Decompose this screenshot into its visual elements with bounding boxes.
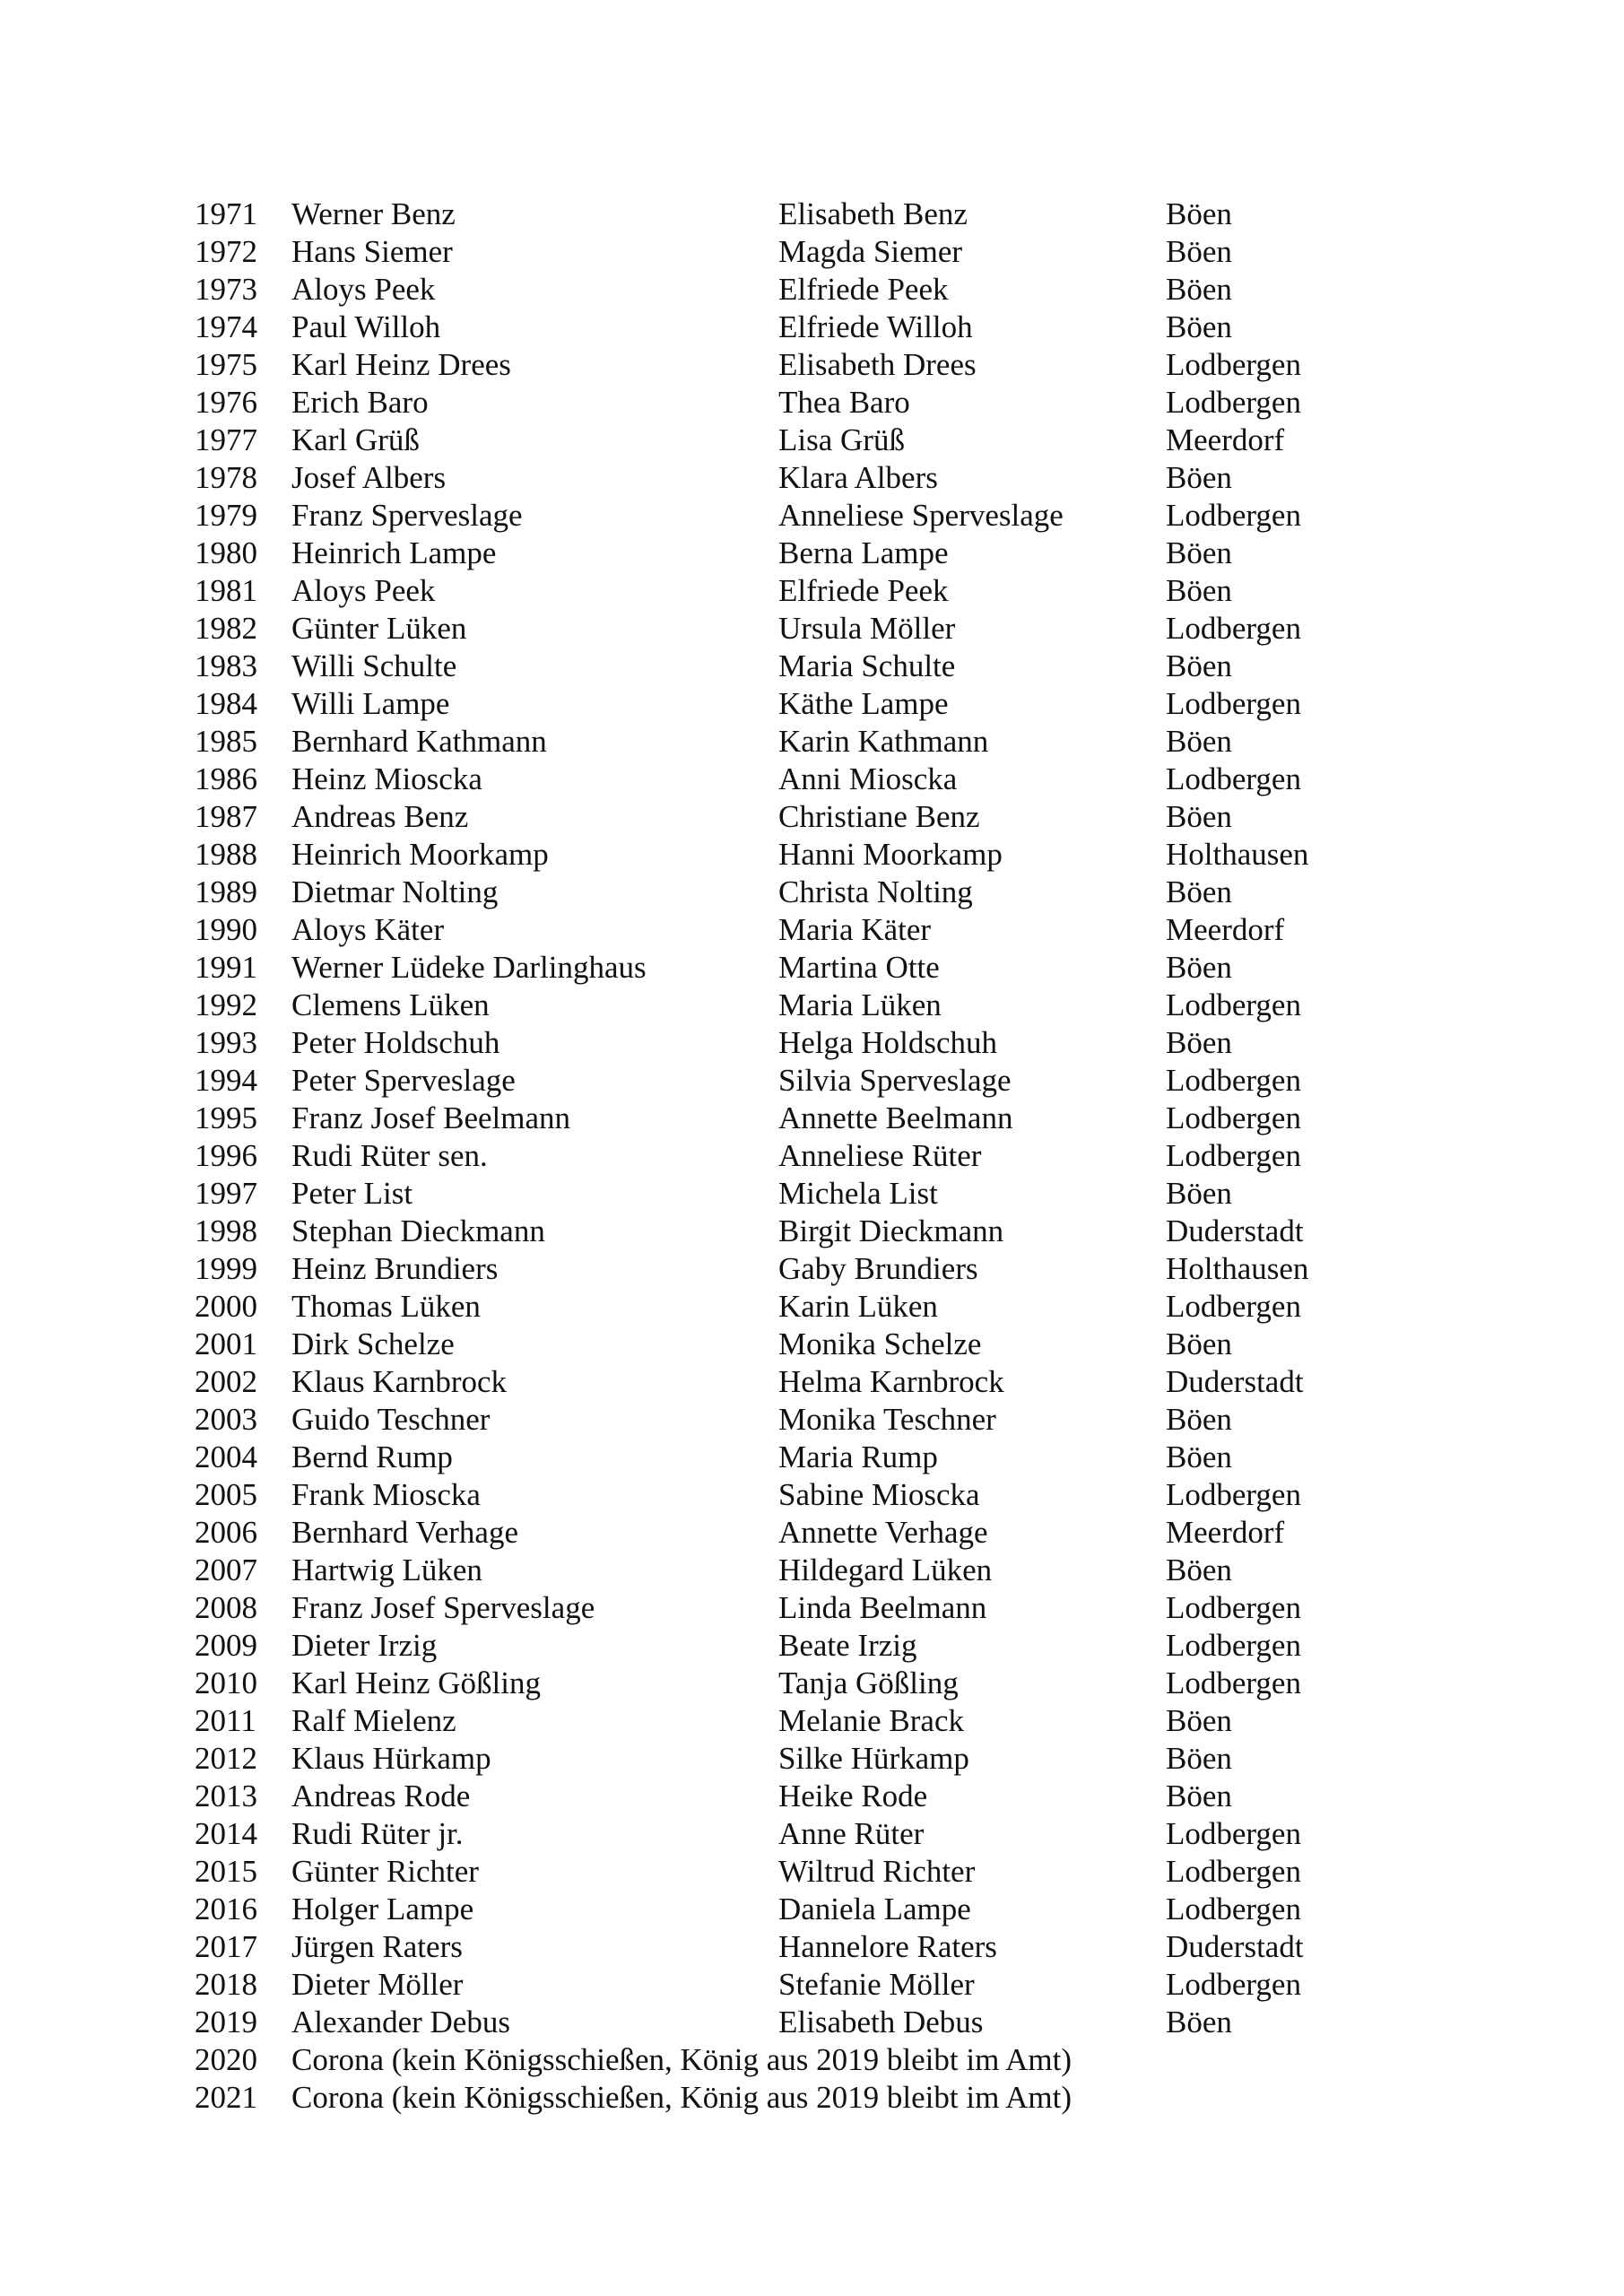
year: 1971: [195, 196, 257, 231]
king-name: Willi Lampe: [291, 686, 450, 721]
king-name: Willi Schulte: [291, 648, 457, 683]
list-row: [0, 1439, 1624, 1476]
year: 2020: [195, 2042, 257, 2077]
king-name: Bernd Rump: [291, 1439, 453, 1474]
list-row: [0, 1928, 1624, 1966]
year: 1984: [195, 686, 257, 721]
year: 2003: [195, 1402, 257, 1437]
king-name: Clemens Lüken: [291, 987, 490, 1022]
year: 2015: [195, 1854, 257, 1889]
year: 1983: [195, 648, 257, 683]
note-text: Corona (kein Königsschießen, König aus 2019 bleibt im Amt): [291, 2080, 1073, 2115]
note-row: [0, 2079, 1624, 2117]
list-row: [0, 1213, 1624, 1250]
list-row: [0, 1740, 1624, 1778]
king-name: Klaus Karnbrock: [291, 1364, 508, 1399]
king-name: Werner Lüdeke Darlinghaus: [291, 950, 647, 985]
queen-name: Anneliese Sperveslage: [778, 498, 1064, 533]
king-name: Karl Heinz Gößling: [291, 1665, 541, 1700]
year: 1993: [195, 1025, 257, 1060]
king-name: Bernhard Kathmann: [291, 724, 547, 759]
queen-name: Maria Rump: [778, 1439, 938, 1474]
king-name: Werner Benz: [291, 196, 456, 231]
year: 1986: [195, 761, 257, 796]
place: Böen: [1166, 309, 1232, 344]
place: Lodbergen: [1166, 1628, 1301, 1663]
queen-name: Stefanie Möller: [778, 1967, 975, 2002]
year: 1979: [195, 498, 257, 533]
place: Böen: [1166, 272, 1232, 307]
year: 1996: [195, 1138, 257, 1173]
year: 2004: [195, 1439, 257, 1474]
king-name: Frank Mioscka: [291, 1477, 481, 1512]
queen-name: Linda Beelmann: [778, 1590, 987, 1625]
king-name: Rudi Rüter jr.: [291, 1816, 464, 1851]
queen-name: Christa Nolting: [778, 874, 973, 909]
queen-name: Helga Holdschuh: [778, 1025, 997, 1060]
place: Lodbergen: [1166, 1100, 1301, 1135]
queen-name: Helma Karnbrock: [778, 1364, 1004, 1399]
place: Lodbergen: [1166, 1289, 1301, 1324]
list-row: [0, 1024, 1624, 1062]
year: 1973: [195, 272, 257, 307]
year: 2002: [195, 1364, 257, 1399]
king-name: Aloys Peek: [291, 573, 436, 608]
year: 2018: [195, 1967, 257, 2002]
king-name: Günter Lüken: [291, 611, 467, 646]
place: Böen: [1166, 1439, 1232, 1474]
list-row: [0, 1476, 1624, 1514]
place: Holthausen: [1166, 837, 1309, 872]
king-name: Heinz Brundiers: [291, 1251, 499, 1286]
list-row: [0, 1778, 1624, 1815]
queen-name: Hannelore Raters: [778, 1929, 997, 1964]
queen-name: Monika Schelze: [778, 1326, 982, 1361]
place: Lodbergen: [1166, 761, 1301, 796]
queen-name: Elisabeth Benz: [778, 196, 968, 231]
king-name: Paul Willoh: [291, 309, 441, 344]
queen-name: Anneliese Rüter: [778, 1138, 982, 1173]
place: Böen: [1166, 1326, 1232, 1361]
list-row: [0, 685, 1624, 723]
list-row: [0, 1702, 1624, 1740]
place: Lodbergen: [1166, 347, 1301, 382]
note-text: Corona (kein Königsschießen, König aus 2019 bleibt im Amt): [291, 2042, 1073, 2077]
year: 2009: [195, 1628, 257, 1663]
queen-name: Christiane Benz: [778, 799, 980, 834]
place: Böen: [1166, 1176, 1232, 1211]
place: Lodbergen: [1166, 1665, 1301, 1700]
year: 1980: [195, 535, 257, 570]
list-row: [0, 1589, 1624, 1627]
queen-name: Thea Baro: [778, 385, 910, 420]
king-name: Aloys Peek: [291, 272, 436, 307]
list-row: [0, 798, 1624, 836]
place: Böen: [1166, 799, 1232, 834]
queen-name: Martina Otte: [778, 950, 940, 985]
year: 1994: [195, 1063, 257, 1098]
year: 2007: [195, 1552, 257, 1587]
place: Lodbergen: [1166, 987, 1301, 1022]
place: Böen: [1166, 1025, 1232, 1060]
year: 2011: [195, 1703, 256, 1738]
place: Lodbergen: [1166, 1138, 1301, 1173]
year: 2012: [195, 1741, 257, 1776]
year: 2021: [195, 2080, 257, 2115]
queen-name: Tanja Gößling: [778, 1665, 959, 1700]
list-row: [0, 271, 1624, 309]
place: Böen: [1166, 535, 1232, 570]
king-name: Holger Lampe: [291, 1892, 474, 1926]
list-row: [0, 874, 1624, 911]
queen-name: Käthe Lampe: [778, 686, 949, 721]
list-row: [0, 836, 1624, 874]
queen-name: Silke Hürkamp: [778, 1741, 969, 1776]
list-row: [0, 196, 1624, 233]
list-row: [0, 1514, 1624, 1552]
list-row: [0, 1401, 1624, 1439]
year: 2017: [195, 1929, 257, 1964]
king-name: Aloys Käter: [291, 912, 445, 947]
list-row: [0, 1175, 1624, 1213]
year: 1982: [195, 611, 257, 646]
king-name: Thomas Lüken: [291, 1289, 481, 1324]
year: 1991: [195, 950, 257, 985]
list-row: [0, 459, 1624, 497]
king-name: Stephan Dieckmann: [291, 1213, 545, 1248]
place: Böen: [1166, 1552, 1232, 1587]
year: 1987: [195, 799, 257, 834]
queen-name: Magda Siemer: [778, 234, 963, 269]
place: Holthausen: [1166, 1251, 1309, 1286]
queen-name: Elfriede Peek: [778, 272, 949, 307]
list-row: [0, 1891, 1624, 1928]
year: 1985: [195, 724, 257, 759]
list-row: [0, 1250, 1624, 1288]
queen-name: Karin Lüken: [778, 1289, 938, 1324]
king-name: Heinrich Moorkamp: [291, 837, 549, 872]
list-row: [0, 309, 1624, 346]
queen-name: Anne Rüter: [778, 1816, 925, 1851]
list-row: [0, 1552, 1624, 1589]
year: 1998: [195, 1213, 257, 1248]
place: Duderstadt: [1166, 1364, 1304, 1399]
place: Böen: [1166, 234, 1232, 269]
queen-name: Elisabeth Drees: [778, 347, 977, 382]
list-row: [0, 1100, 1624, 1137]
queen-name: Maria Käter: [778, 912, 932, 947]
list-row: [0, 949, 1624, 987]
year: 1976: [195, 385, 257, 420]
place: Böen: [1166, 1779, 1232, 1813]
list-row: [0, 987, 1624, 1024]
year: 1992: [195, 987, 257, 1022]
list-row: [0, 2004, 1624, 2041]
place: Lodbergen: [1166, 611, 1301, 646]
queen-name: Daniela Lampe: [778, 1892, 971, 1926]
list-row: [0, 648, 1624, 685]
list-row: [0, 1966, 1624, 2004]
queen-name: Ursula Möller: [778, 611, 956, 646]
queen-name: Melanie Brack: [778, 1703, 964, 1738]
place: Lodbergen: [1166, 1477, 1301, 1512]
king-name: Heinrich Lampe: [291, 535, 497, 570]
year: 2008: [195, 1590, 257, 1625]
list-row: [0, 346, 1624, 384]
place: Lodbergen: [1166, 1967, 1301, 2002]
place: Böen: [1166, 648, 1232, 683]
year: 1990: [195, 912, 257, 947]
place: Böen: [1166, 1703, 1232, 1738]
queen-name: Birgit Dieckmann: [778, 1213, 1004, 1248]
king-name: Erich Baro: [291, 385, 429, 420]
place: Lodbergen: [1166, 385, 1301, 420]
year: 1995: [195, 1100, 257, 1135]
place: Böen: [1166, 724, 1232, 759]
king-name: Bernhard Verhage: [291, 1515, 518, 1550]
year: 2005: [195, 1477, 257, 1512]
list-row: [0, 1363, 1624, 1401]
list-row: [0, 1665, 1624, 1702]
king-name: Dieter Möller: [291, 1967, 464, 2002]
year: 1999: [195, 1251, 257, 1286]
king-name: Alexander Debus: [291, 2005, 510, 2039]
queen-name: Anni Mioscka: [778, 761, 958, 796]
queen-name: Gaby Brundiers: [778, 1251, 978, 1286]
place: Böen: [1166, 196, 1232, 231]
list-row: [0, 1137, 1624, 1175]
year: 1974: [195, 309, 257, 344]
year: 1977: [195, 422, 257, 457]
year: 2014: [195, 1816, 257, 1851]
place: Böen: [1166, 573, 1232, 608]
place: Lodbergen: [1166, 686, 1301, 721]
queen-name: Heike Rode: [778, 1779, 928, 1813]
place: Meerdorf: [1166, 1515, 1285, 1550]
list-row: [0, 233, 1624, 271]
king-name: Peter List: [291, 1176, 413, 1211]
king-name: Dieter Irzig: [291, 1628, 438, 1663]
year: 1981: [195, 573, 257, 608]
list-row: [0, 1062, 1624, 1100]
king-name: Ralf Mielenz: [291, 1703, 456, 1738]
year: 2001: [195, 1326, 257, 1361]
queen-name: Sabine Mioscka: [778, 1477, 980, 1512]
king-name: Günter Richter: [291, 1854, 479, 1889]
queen-name: Maria Lüken: [778, 987, 942, 1022]
king-name: Dirk Schelze: [291, 1326, 455, 1361]
year: 2010: [195, 1665, 257, 1700]
place: Böen: [1166, 1402, 1232, 1437]
list-row: [0, 384, 1624, 422]
note-row: [0, 2041, 1624, 2079]
place: Lodbergen: [1166, 1590, 1301, 1625]
royalty-list: [0, 196, 1624, 2117]
place: Duderstadt: [1166, 1213, 1304, 1248]
queen-name: Elfriede Peek: [778, 573, 949, 608]
place: Böen: [1166, 2005, 1232, 2039]
king-name: Franz Sperveslage: [291, 498, 523, 533]
king-name: Andreas Rode: [291, 1779, 471, 1813]
king-name: Karl Heinz Drees: [291, 347, 511, 382]
king-name: Franz Josef Sperveslage: [291, 1590, 595, 1625]
queen-name: Elfriede Willoh: [778, 309, 973, 344]
queen-name: Silvia Sperveslage: [778, 1063, 1012, 1098]
year: 2000: [195, 1289, 257, 1324]
place: Meerdorf: [1166, 912, 1285, 947]
place: Böen: [1166, 874, 1232, 909]
list-row: [0, 761, 1624, 798]
queen-name: Hildegard Lüken: [778, 1552, 993, 1587]
place: Böen: [1166, 950, 1232, 985]
year: 1997: [195, 1176, 257, 1211]
queen-name: Annette Beelmann: [778, 1100, 1013, 1135]
year: 2013: [195, 1779, 257, 1813]
place: Meerdorf: [1166, 422, 1285, 457]
king-name: Karl Grüß: [291, 422, 420, 457]
king-name: Andreas Benz: [291, 799, 469, 834]
king-name: Hans Siemer: [291, 234, 453, 269]
list-row: [0, 497, 1624, 535]
year: 1978: [195, 460, 257, 495]
list-row: [0, 1627, 1624, 1665]
year: 1975: [195, 347, 257, 382]
list-row: [0, 723, 1624, 761]
list-row: [0, 1288, 1624, 1326]
list-row: [0, 1815, 1624, 1853]
place: Lodbergen: [1166, 1854, 1301, 1889]
king-name: Rudi Rüter sen.: [291, 1138, 488, 1173]
king-name: Peter Holdschuh: [291, 1025, 500, 1060]
list-row: [0, 1326, 1624, 1363]
king-name: Jürgen Raters: [291, 1929, 463, 1964]
king-name: Heinz Mioscka: [291, 761, 482, 796]
place: Duderstadt: [1166, 1929, 1304, 1964]
year: 2019: [195, 2005, 257, 2039]
king-name: Klaus Hürkamp: [291, 1741, 491, 1776]
queen-name: Klara Albers: [778, 460, 938, 495]
queen-name: Karin Kathmann: [778, 724, 989, 759]
queen-name: Beate Irzig: [778, 1628, 917, 1663]
list-row: [0, 1853, 1624, 1891]
queen-name: Wiltrud Richter: [778, 1854, 976, 1889]
king-name: Guido Teschner: [291, 1402, 491, 1437]
queen-name: Berna Lampe: [778, 535, 949, 570]
king-name: Josef Albers: [291, 460, 447, 495]
list-row: [0, 610, 1624, 648]
list-row: [0, 422, 1624, 459]
queen-name: Maria Schulte: [778, 648, 956, 683]
queen-name: Hanni Moorkamp: [778, 837, 1003, 872]
list-row: [0, 911, 1624, 949]
king-name: Peter Sperveslage: [291, 1063, 516, 1098]
place: Böen: [1166, 460, 1232, 495]
queen-name: Monika Teschner: [778, 1402, 996, 1437]
place: Lodbergen: [1166, 498, 1301, 533]
king-name: Hartwig Lüken: [291, 1552, 482, 1587]
year: 1972: [195, 234, 257, 269]
place: Böen: [1166, 1741, 1232, 1776]
queen-name: Elisabeth Debus: [778, 2005, 984, 2039]
year: 1988: [195, 837, 257, 872]
place: Lodbergen: [1166, 1892, 1301, 1926]
year: 1989: [195, 874, 257, 909]
year: 2016: [195, 1892, 257, 1926]
list-row: [0, 535, 1624, 572]
place: Lodbergen: [1166, 1063, 1301, 1098]
queen-name: Annette Verhage: [778, 1515, 988, 1550]
list-row: [0, 572, 1624, 610]
king-name: Franz Josef Beelmann: [291, 1100, 571, 1135]
queen-name: Michela List: [778, 1176, 938, 1211]
queen-name: Lisa Grüß: [778, 422, 905, 457]
year: 2006: [195, 1515, 257, 1550]
king-name: Dietmar Nolting: [291, 874, 499, 909]
place: Lodbergen: [1166, 1816, 1301, 1851]
